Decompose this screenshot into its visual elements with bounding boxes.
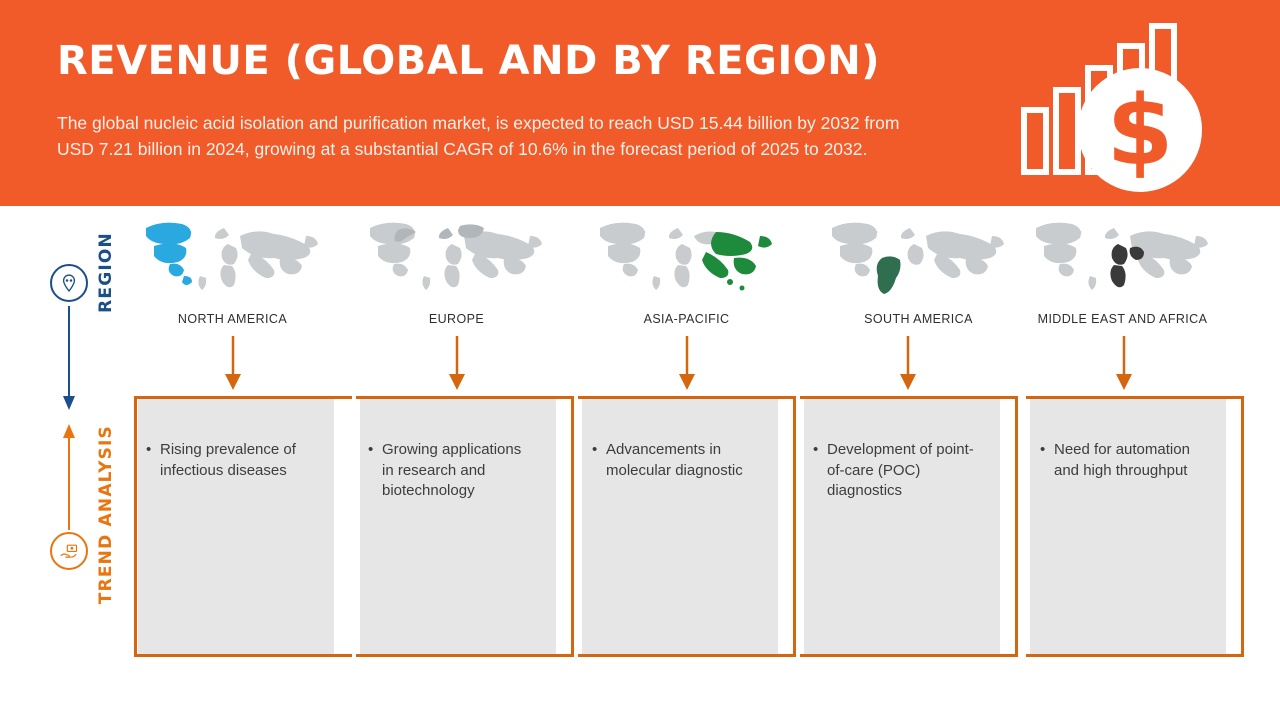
dollar-bar-chart-icon [1012, 18, 1212, 193]
trend-text-4 [1040, 440, 1208, 481]
region-column-4 [1030, 218, 1215, 326]
region-name-0: NORTH AMERICA [177, 312, 288, 326]
world-map-europe-highlighted [364, 218, 549, 296]
trend-label-2: Advancements in molecular diagnostic [606, 441, 743, 479]
bullet-dot-3: • [813, 441, 819, 458]
bullet-dot-0: • [146, 441, 152, 458]
connector-arrow-4 [1113, 336, 1135, 392]
trend-label-1: Growing applications in research and biotechnology [382, 441, 522, 499]
bullet-dot-2: • [592, 441, 598, 458]
region-column-1 [364, 218, 549, 326]
connector-arrow-1 [446, 336, 468, 392]
region-axis-arrow [60, 306, 78, 412]
connector-arrow-0 [222, 336, 244, 392]
svg-text:$: $ [1106, 75, 1174, 187]
region-name-2: ASIA-PACIFIC [643, 312, 730, 326]
header-banner [0, 0, 1280, 206]
connector-arrow-3 [897, 336, 919, 392]
trend-text-3 [813, 440, 981, 502]
axis-label-trend-analysis: TREND ANALYSIS [96, 425, 116, 605]
hand-money-icon [50, 532, 88, 570]
connector-arrow-2 [676, 336, 698, 392]
region-name-1: EUROPE [428, 312, 485, 326]
axis-label-region: REGION [96, 232, 116, 313]
trend-label-3: Development of point-of-care (POC) diagnostics [827, 441, 974, 499]
trend-label-0: Rising prevalence of infectious diseases [160, 441, 296, 479]
trend-text-0 [146, 440, 314, 481]
region-name-3: SOUTH AMERICA [864, 312, 973, 326]
trend-axis-arrow [60, 424, 78, 530]
trend-text-1 [368, 440, 536, 502]
location-pin-icon [50, 264, 88, 302]
trend-card-0 [138, 399, 334, 654]
world-map-asia-pacific-highlighted [594, 218, 779, 296]
region-column-2 [594, 218, 779, 326]
region-column-3 [826, 218, 1011, 326]
trend-card-1 [360, 399, 556, 654]
trend-card-4 [1030, 399, 1226, 654]
region-name-4: MIDDLE EAST AND AFRICA [1037, 312, 1208, 326]
bullet-dot-1: • [368, 441, 374, 458]
world-map-south-america-highlighted [826, 218, 1011, 296]
world-map-middle-east-africa-highlighted [1030, 218, 1215, 296]
region-column-0 [140, 218, 325, 326]
trend-card-3 [804, 399, 1000, 654]
page-subtitle: The global nucleic acid isolation and purification market, is expected to reach USD 15.44 billion by 2032 from USD 7.21 billion in 2024, growing at a substantial CAGR of 10.6% in the forecast period of 2025 to 2032. [57, 113, 900, 159]
trend-text-2 [592, 440, 760, 481]
bullet-dot-4: • [1040, 441, 1046, 458]
trend-card-2 [582, 399, 778, 654]
world-map-north-america-highlighted [140, 218, 325, 296]
trend-label-4: Need for automation and high throughput [1054, 441, 1190, 479]
page-title: REVENUE (GLOBAL AND BY REGION) [57, 38, 881, 84]
